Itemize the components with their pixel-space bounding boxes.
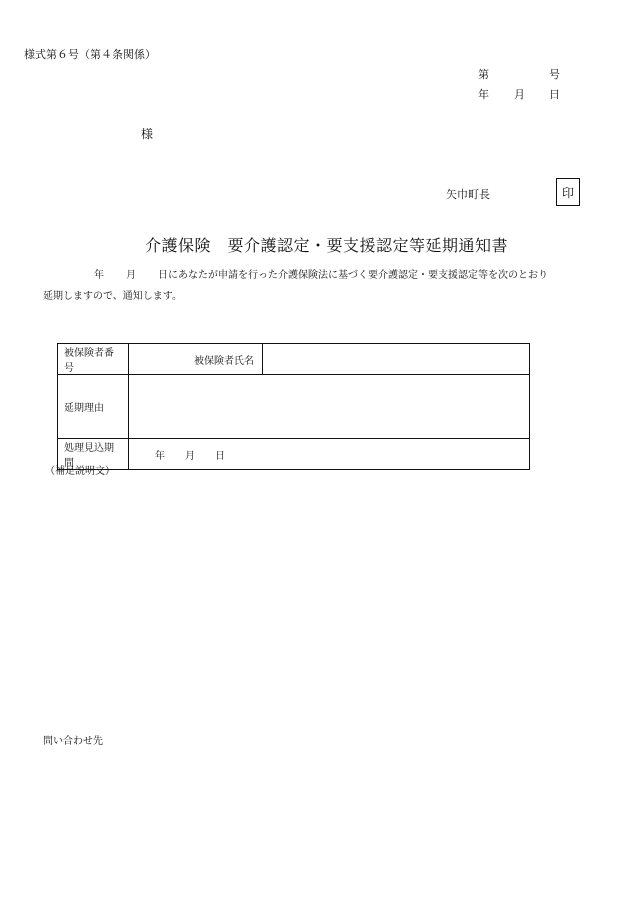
expected-period-value (129, 439, 530, 470)
body-line-2: 延期しますので、通知します。 (43, 291, 182, 302)
reason-label: 延期理由 (58, 375, 129, 439)
header-date-month: 月 (514, 88, 525, 101)
doc-number-prefix: 第 (478, 68, 489, 81)
application-table (57, 343, 530, 470)
insured-name-value (263, 344, 530, 375)
insured-name-label: 被保険者氏名 (129, 344, 263, 375)
body-date-month: 月 (126, 270, 136, 281)
period-day: 日 (215, 450, 225, 462)
body-line-1 (94, 266, 548, 281)
recipient-honorific: 様 (141, 127, 154, 141)
table-row (58, 439, 530, 470)
supplement-note: （補足説明文） (45, 466, 115, 477)
doc-number-suffix: 号 (549, 68, 560, 81)
period-month: 月 (185, 450, 195, 462)
body-line-1-text: 日にあなたが申請を行った介護保険法に基づく要介護認定・要支援認定等を次のとおり (158, 270, 548, 281)
seal-mark: 印 (556, 178, 580, 206)
contact-label: 問い合わせ先 (43, 736, 103, 747)
table-row (58, 344, 530, 375)
reason-value (129, 375, 530, 439)
period-year: 年 (155, 450, 165, 462)
insured-number-label: 被保険者番号 (58, 344, 129, 375)
form-number: 様式第６号（第４条関係） (24, 48, 156, 61)
body-date-year: 年 (94, 270, 104, 281)
issuer-name: 矢巾町長 (446, 188, 490, 201)
table-row (58, 375, 530, 439)
expected-period-label: 処理見込期間 (58, 439, 129, 470)
header-date-year: 年 (478, 88, 489, 101)
header-date-day: 日 (549, 88, 560, 101)
document-title: 介護保険 要介護認定・要支援認定等延期通知書 (145, 236, 509, 255)
